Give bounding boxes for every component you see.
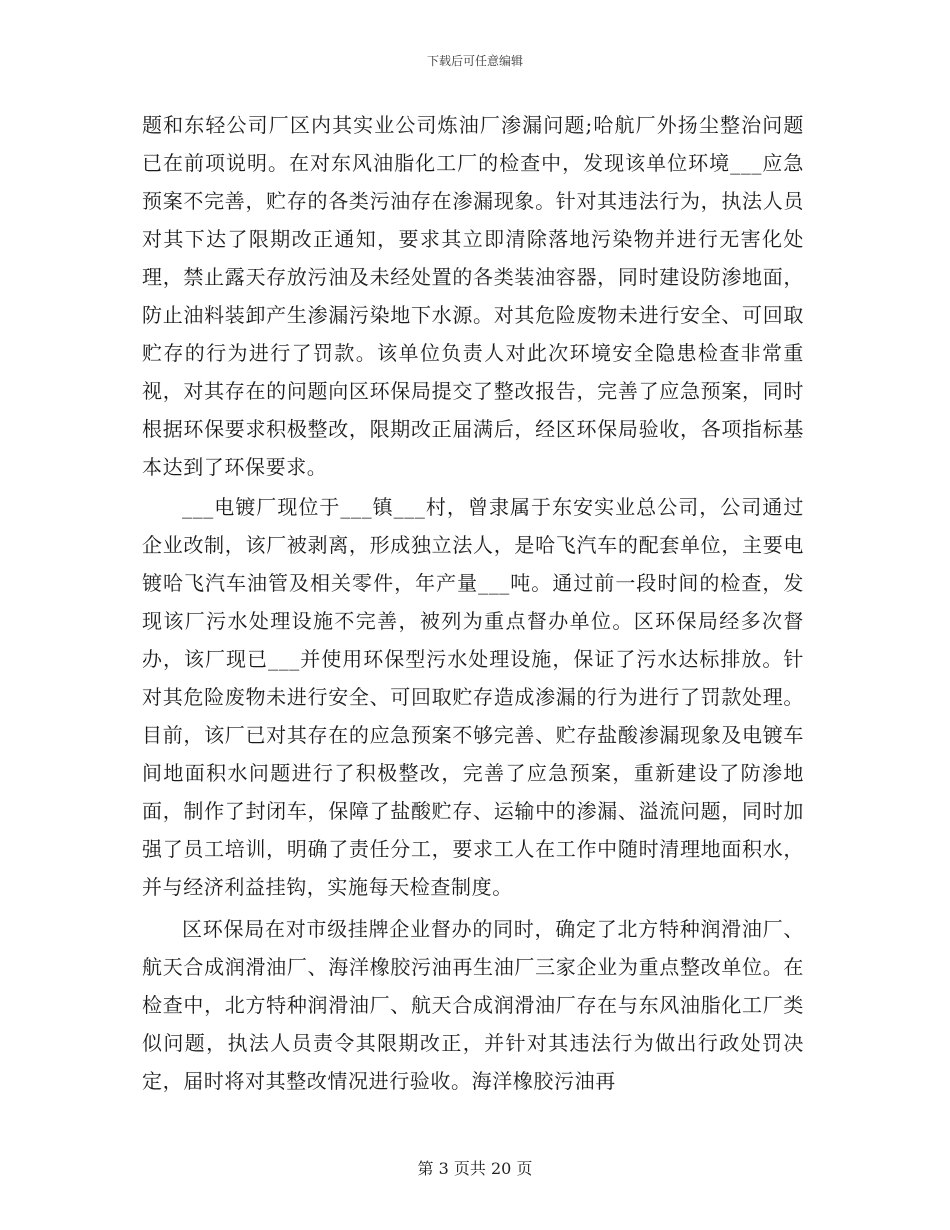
page-header-note: 下载后可任意编辑 — [426, 54, 523, 68]
document-body — [142, 106, 804, 1100]
page-number-footer: 第 3 页共 20 页 — [417, 1159, 533, 1178]
body-paragraph-3: 区环保局在对市级挂牌企业督办的同时，确定了北方特种润滑油厂、航天合成润滑油厂、海洋橡胶污油再生油厂三家企业为重点整改单位。在检查中，北方特种润滑油厂、航天合成润滑油厂存在与东风油脂化工厂类似问题，执法人员责令其限期改正，并针对其违法行为做出行政处罚决定，届时将对其整改情况进行验收。海洋橡胶污油再 — [142, 917, 804, 1093]
body-paragraph-2: ___电镀厂现位于___镇___村，曾隶属于东安实业总公司，公司通过企业改制，该厂被剥离，形成独立法人，是哈飞汽车的配套单位，主要电镀哈飞汽车油管及相关零件，年产量___吨。通过前一段时间的检查，发现该厂污水处理设施不完善，被列为重点督办单位。区环保局经多次督办，该厂现已___并使用环保型污水处理设施，保证了污水达标排放。针对其危险废物未进行安全、可回取贮存造成渗漏的行为进行了罚款处理。目前，该厂已对其存在的应急预案不够完善、贮存盐酸渗漏现象及电镀车间地面积水问题进行了积极整改，完善了应急预案，重新建设了防渗地面，制作了封闭车，保障了盐酸贮存、运输中的渗漏、溢流问题，同时加强了员工培训，明确了责任分工，要求工人在工作中随时清理地面积水，并与经济利益挂钩，实施每天检查制度。 — [142, 495, 804, 899]
body-paragraph-1: 题和东轻公司厂区内其实业公司炼油厂渗漏问题;哈航厂外扬尘整治问题已在前项说明。在对东风油脂化工厂的检查中，发现该单位环境___应急预案不完善，贮存的各类污油存在渗漏现象。针对其违法行为，执法人员对其下达了限期改正通知，要求其立即清除落地污染物并进行无害化处理，禁止露天存放污油及未经处置的各类装油容器，同时建设防渗地面，防止油料装卸产生渗漏污染地下水源。对其危险废物未进行安全、可回取贮存的行为进行了罚款。该单位负责人对此次环境安全隐患检查非常重视，对其存在的问题向区环保局提交了整改报告，完善了应急预案，同时根据环保要求积极整改，限期改正届满后，经区环保局验收，各项指标基本达到了环保要求。 — [142, 113, 804, 479]
